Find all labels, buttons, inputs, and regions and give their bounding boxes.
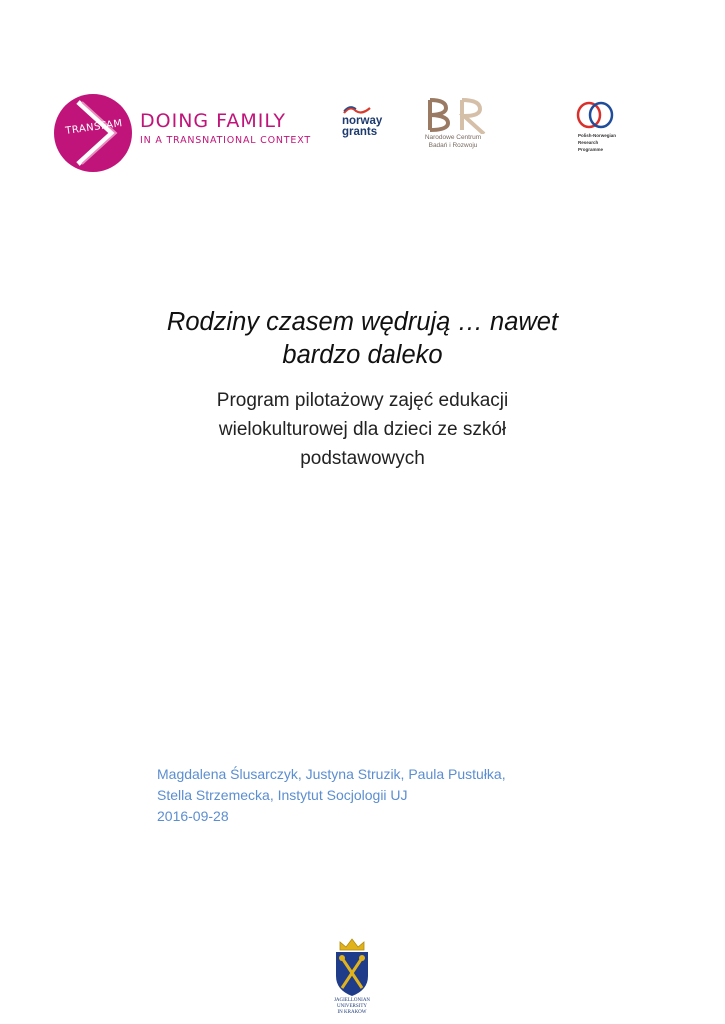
- pnrp-rings-icon: [574, 100, 618, 130]
- jagiellonian-university-logo: [330, 936, 374, 1018]
- document-date: 2016-09-28: [157, 808, 229, 824]
- norway-grants-logo: [336, 105, 396, 145]
- norway-wave-icon: [342, 105, 372, 115]
- grants-line: grants: [342, 126, 378, 138]
- uj-line3: IN KRAKOW: [337, 1010, 367, 1015]
- title-line: bardzo daleko: [282, 341, 443, 369]
- pnrp-logo: [572, 100, 642, 170]
- ncbr-monogram-icon: [414, 96, 500, 134]
- authors-line: Stella Strzemecka, Instytut Socjologii UJ: [157, 787, 408, 803]
- transfam-title: DOING FAMILY: [140, 110, 287, 132]
- document-subtitle: [0, 386, 725, 473]
- authors-line: Magdalena Ślusarczyk, Justyna Struzik, Paula Pustułka,: [157, 766, 506, 782]
- ncbr-logo: [414, 96, 504, 154]
- transfam-logo: [52, 92, 311, 174]
- title-line: Rodziny czasem wędrują … nawet: [166, 308, 559, 336]
- subtitle-line: wielokulturowej dla dzieci ze szkół: [218, 419, 507, 440]
- authors-block: [157, 764, 677, 827]
- ncbr-line1: Narodowe Centrum: [424, 134, 482, 141]
- subtitle-line: Program pilotażowy zajęć edukacji: [216, 390, 509, 411]
- pnrp-line1: Polish-Norwegian: [578, 133, 617, 138]
- ncbr-line2: Badań i Rozwoju: [428, 142, 478, 149]
- subtitle-line: podstawowych: [300, 448, 425, 469]
- logo-bar: [0, 0, 725, 200]
- transfam-subtitle: IN A TRANSNATIONAL CONTEXT: [140, 135, 311, 146]
- transfam-circle-text: TRANSFAM: [64, 118, 124, 137]
- uj-line2: UNIVERSITY: [337, 1004, 367, 1009]
- uj-crest-icon: [330, 936, 374, 1000]
- uj-line1: JAGIELLONIAN: [333, 998, 371, 1003]
- document-title: [0, 306, 725, 372]
- pnrp-line3: Programme: [578, 147, 604, 152]
- pnrp-line2: Research: [578, 140, 599, 145]
- norway-line: norway: [342, 115, 383, 127]
